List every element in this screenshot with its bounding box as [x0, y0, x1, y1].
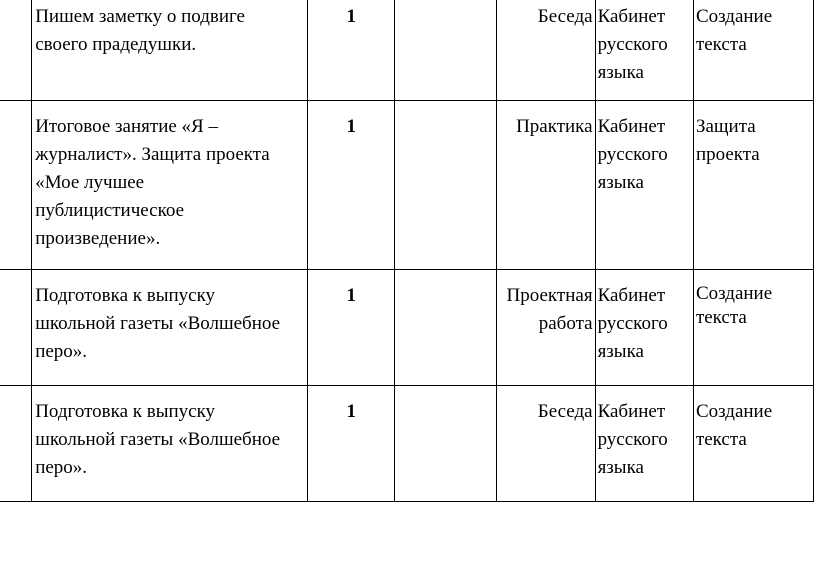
- result-cell: Создание текста: [693, 386, 813, 502]
- empty-cell: [395, 386, 497, 502]
- table-row: [0, 386, 814, 502]
- topic-cell: Пишем заметку о подвиге своего прадедушки.: [32, 0, 308, 101]
- hours-cell: 1: [308, 386, 395, 502]
- form-cell: Беседа: [496, 386, 595, 502]
- form-cell: Проектная работа: [496, 270, 595, 386]
- result-cell: Создание текста: [693, 270, 813, 386]
- hours-cell: 1: [308, 270, 395, 386]
- empty-cell: [395, 101, 497, 270]
- table-row: [0, 270, 814, 386]
- result-cell: Создание текста: [693, 0, 813, 101]
- number-cell: [0, 270, 32, 386]
- topic-cell: Подготовка к выпуску школьной газеты «Волшебное перо».: [32, 386, 308, 502]
- hours-cell: 1: [308, 0, 395, 101]
- number-cell: [0, 0, 32, 101]
- place-cell: Кабинет русского языка: [595, 270, 693, 386]
- result-cell: Защита проекта: [693, 101, 813, 270]
- place-cell: Кабинет русского языка: [595, 101, 693, 270]
- hours-cell: 1: [308, 101, 395, 270]
- table-row: [0, 101, 814, 270]
- form-cell: Беседа: [496, 0, 595, 101]
- place-cell: Кабинет русского языка: [595, 386, 693, 502]
- number-cell: [0, 101, 32, 270]
- table-row: [0, 0, 814, 101]
- empty-cell: [395, 0, 497, 101]
- form-cell: Практика: [496, 101, 595, 270]
- number-cell: [0, 386, 32, 502]
- empty-cell: [395, 270, 497, 386]
- topic-cell: Подготовка к выпуску школьной газеты «Волшебное перо».: [32, 270, 308, 386]
- place-cell: Кабинет русского языка: [595, 0, 693, 101]
- topic-cell: Итоговое занятие «Я – журналист». Защита проекта «Мое лучшее публицистическое произведение».: [32, 101, 308, 270]
